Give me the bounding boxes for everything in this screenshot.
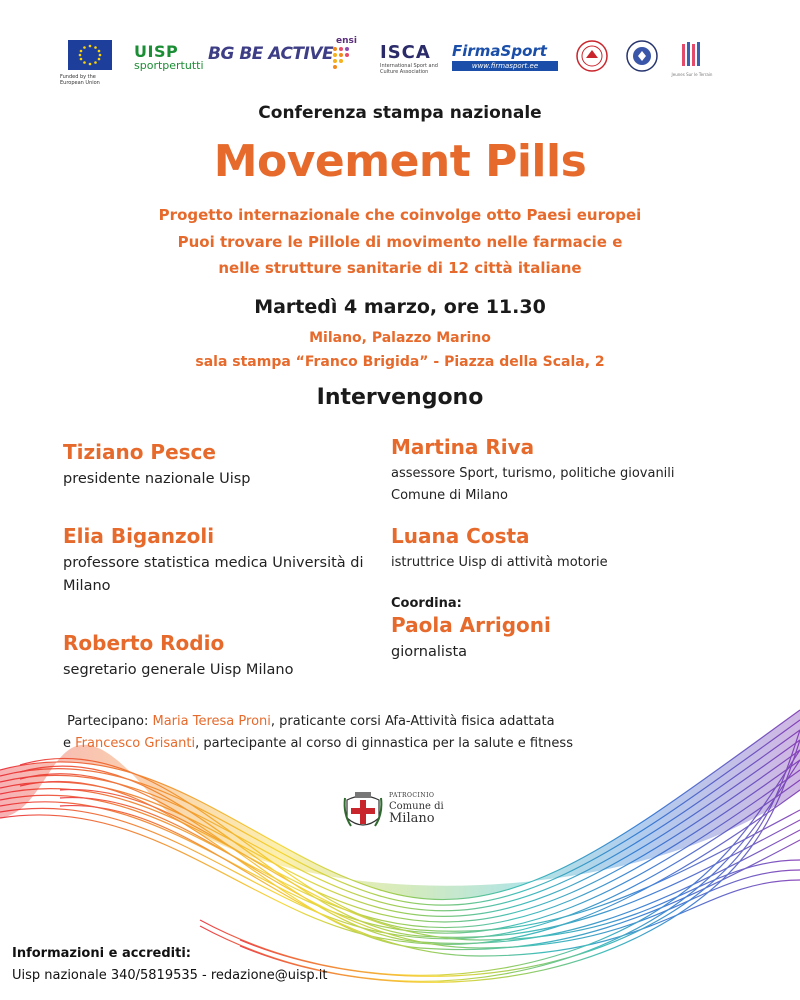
page-title: Movement Pills xyxy=(213,136,587,187)
coordinator-role: giornalista xyxy=(391,644,468,660)
milano-coat-of-arms-icon xyxy=(341,790,385,834)
red-seal-logo xyxy=(576,40,608,76)
info-contacts xyxy=(12,943,328,987)
blue-seal-logo xyxy=(626,40,658,76)
info-title: Informazioni e accrediti: xyxy=(12,946,191,961)
isca-logo: ISCA International Sport and Culture Association xyxy=(380,42,438,75)
ensi-logo: ensi xyxy=(332,36,354,76)
speaker-role: istruttrice Uisp di attività motorie xyxy=(391,555,608,570)
speaker-role: presidente nazionale Uisp xyxy=(63,471,251,487)
speaker-role: professore statistica medica Università di Milano xyxy=(63,555,364,594)
speaker-name: Martina Riva xyxy=(391,435,535,459)
participant-name: Maria Teresa Proni xyxy=(152,714,271,729)
bg-be-active-logo: BG BE ACTIVE xyxy=(208,44,334,64)
event-location: Milano, Palazzo Marino sala stampa “Franco Brigida” - Piazza della Scala, 2 xyxy=(195,330,605,370)
eu-flag-logo xyxy=(68,40,112,70)
speaker-name: Roberto Rodio xyxy=(63,631,225,655)
eu-funded-caption: Funded by the European Union xyxy=(60,74,100,86)
speaker-roberto-rodio xyxy=(63,631,383,682)
project-description: Progetto internazionale che coinvolge otto Paesi europei Puoi trovare le Pillole di movimento nelle farmacie e nelle strutture sanitarie di 12 città italiane xyxy=(158,206,642,277)
speaker-elia-biganzoli xyxy=(63,524,383,598)
speaker-role: segretario generale Uisp Milano xyxy=(63,662,294,678)
speakers-heading: Intervengono xyxy=(316,385,484,410)
speaker-name: Tiziano Pesce xyxy=(63,440,216,464)
speaker-luana-costa xyxy=(391,524,721,574)
speaker-role: assessore Sport, turismo, politiche giovanili Comune di Milano xyxy=(391,466,675,503)
firmasport-logo: FirmaSport www.firmasport.ee xyxy=(452,42,558,71)
participant-name: Francesco Grisanti xyxy=(75,736,196,751)
coordinator-label: Coordina: xyxy=(391,596,462,611)
coordinator-name: Paola Arrigoni xyxy=(391,613,551,637)
speaker-name: Luana Costa xyxy=(391,524,530,548)
coordinator xyxy=(391,596,721,664)
conference-subtitle: Conferenza stampa nazionale xyxy=(258,103,542,123)
participants-block: Partecipano: Maria Teresa Proni, praticante corsi Afa-Attività fisica adattata e Francesco Grisanti, partecipante al corso di ginnastica per la salute e fitness xyxy=(63,714,573,751)
speaker-martina-riva xyxy=(391,435,721,507)
uisp-logo: UISP sportpertutti xyxy=(134,42,204,72)
jeunes-logo: Jeunes Sur le Terrain xyxy=(676,38,708,74)
patrocinio-comune-milano: PATROCINIO Comune di Milano xyxy=(341,790,451,836)
event-date: Martedì 4 marzo, ore 11.30 xyxy=(254,296,546,318)
partner-logos xyxy=(60,36,750,86)
speaker-tiziano-pesce xyxy=(63,440,383,491)
info-contact: Uisp nazionale 340/5819535 - redazione@uisp.it xyxy=(12,968,328,983)
speaker-name: Elia Biganzoli xyxy=(63,524,215,548)
